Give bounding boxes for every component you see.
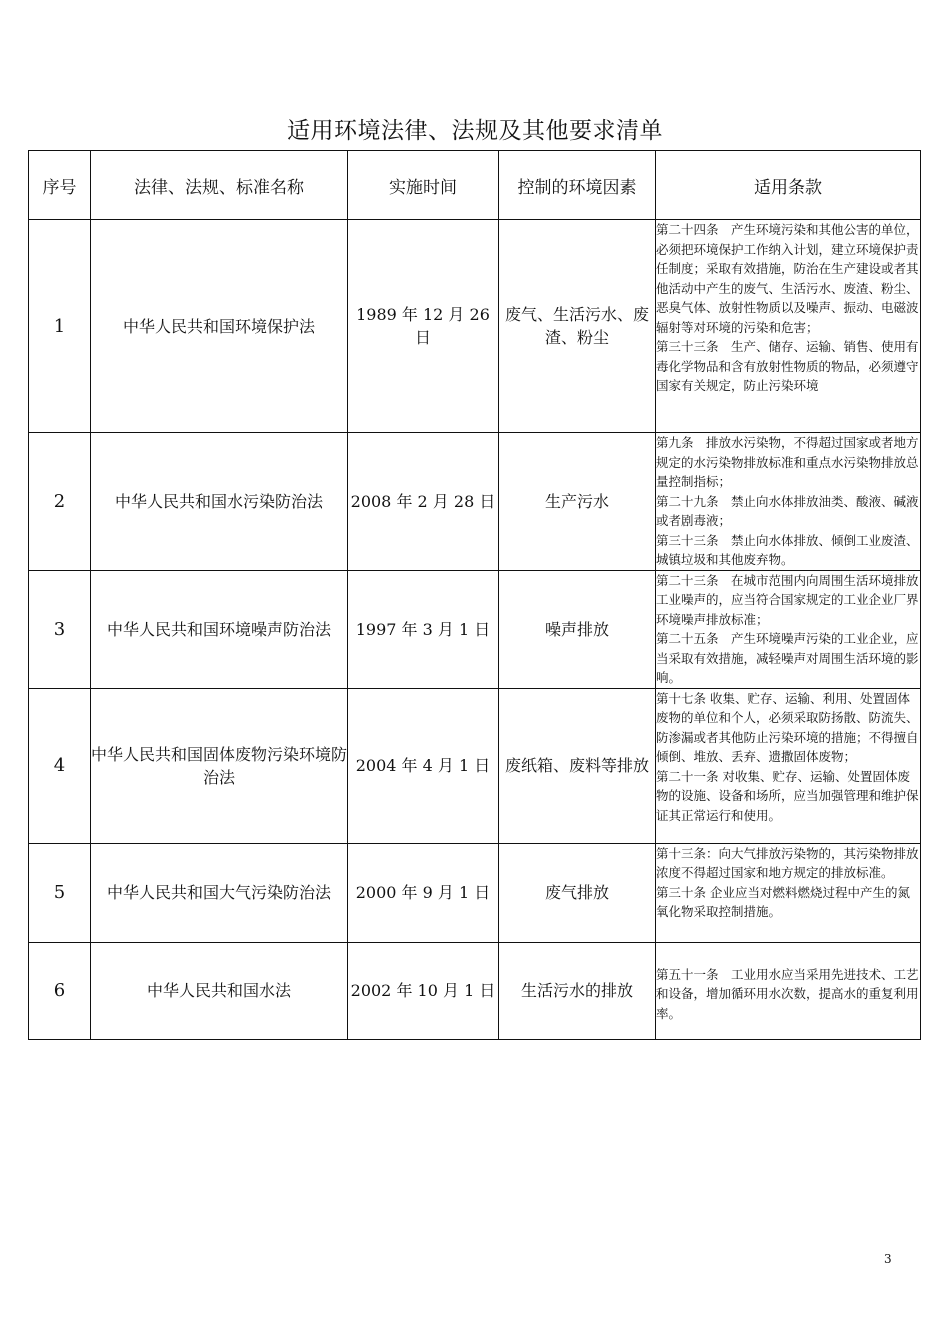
table-header-row xyxy=(29,151,921,220)
environmental-factor: 生产污水 xyxy=(499,433,656,571)
applicable-clauses xyxy=(656,843,921,942)
clause-text: 第二十三条 在城市范围内向周围生活环境排放工业噪声的，应当符合国家规定的工业企业厂界环境噪声排放标准； xyxy=(656,572,919,627)
clause-text: 第三十条 企业应当对燃料燃烧过程中产生的氮氧化物采取控制措施。 xyxy=(656,884,910,919)
table-row xyxy=(29,220,921,433)
clause-text: 第二十四条 产生环境污染和其他公害的单位，必须把环境保护工作纳入计划，建立环境保护责任制度；采取有效措施，防治在生产建设或者其他活动中产生的废气、生活污水、废渣、粉尘、恶臭气体、放射性物质以及噪声、振动、电磁波辐射等对环境的污染和危害； xyxy=(656,222,919,335)
environmental-factor: 废气、生活污水、废渣、粉尘 xyxy=(499,220,656,433)
clause-text: 第三十三条 禁止向水体排放、倾倒工业废渣、城镇垃圾和其他废弃物。 xyxy=(656,532,919,567)
applicable-clauses xyxy=(656,220,921,433)
row-number: 6 xyxy=(29,942,91,1039)
applicable-clauses xyxy=(656,433,921,571)
table-row xyxy=(29,688,921,843)
clause-text: 第二十九条 禁止向水体排放油类、酸液、碱液或者剧毒液； xyxy=(656,493,919,528)
table-row xyxy=(29,433,921,571)
header-environmental-factor: 控制的环境因素 xyxy=(499,151,656,220)
row-number: 1 xyxy=(29,220,91,433)
law-name: 中华人民共和国水污染防治法 xyxy=(91,433,348,571)
environmental-factor: 生活污水的排放 xyxy=(499,942,656,1039)
clause-text: 第九条 排放水污染物，不得超过国家或者地方规定的水污染物排放标准和重点水污染物排放总量控制指标； xyxy=(656,435,919,489)
law-name: 中华人民共和国大气污染防治法 xyxy=(91,843,348,942)
row-number: 2 xyxy=(29,433,91,571)
clause-text: 第十三条：向大气排放污染物的，其污染物排放浓度不得超过国家和地方规定的排放标准。 xyxy=(656,845,919,880)
effective-date: 1989 年 12 月 26 日 xyxy=(348,220,499,433)
clause-text: 第二十五条 产生环境噪声污染的工业企业，应当采取有效措施，减轻噪声对周围生活环境的影响。 xyxy=(656,631,919,685)
environmental-factor: 废纸箱、废料等排放 xyxy=(499,688,656,843)
applicable-clauses xyxy=(656,942,921,1039)
effective-date: 1997 年 3 月 1 日 xyxy=(348,570,499,688)
clause-text: 第三十三条 生产、储存、运输、销售、使用有毒化学物品和含有放射性物质的物品，必须遵守国家有关规定，防止污染环境 xyxy=(656,339,919,393)
law-name: 中华人民共和国环境噪声防治法 xyxy=(91,570,348,688)
law-name: 中华人民共和国固体废物污染环境防治法 xyxy=(91,688,348,843)
effective-date: 2000 年 9 月 1 日 xyxy=(348,843,499,942)
applicable-clauses xyxy=(656,570,921,688)
page-number: 3 xyxy=(884,1252,892,1266)
table-row xyxy=(29,843,921,942)
environmental-factor: 废气排放 xyxy=(499,843,656,942)
effective-date: 2002 年 10 月 1 日 xyxy=(348,942,499,1039)
table-row xyxy=(29,570,921,688)
header-applicable-clauses: 适用条款 xyxy=(656,151,921,220)
effective-date: 2004 年 4 月 1 日 xyxy=(348,688,499,843)
environmental-factor: 噪声排放 xyxy=(499,570,656,688)
document-title: 适用环境法律、法规及其他要求清单 xyxy=(287,118,663,144)
header-serial-number: 序号 xyxy=(29,151,91,220)
regulations-table xyxy=(28,150,921,1040)
applicable-clauses xyxy=(656,688,921,843)
law-name: 中华人民共和国水法 xyxy=(91,942,348,1039)
row-number: 3 xyxy=(29,570,91,688)
clause-text: 第二十一条 对收集、贮存、运输、处置固体废物的设施、设备和场所，应当加强管理和维护保证其正常运行和使用。 xyxy=(656,768,919,823)
law-name: 中华人民共和国环境保护法 xyxy=(91,220,348,433)
table-row xyxy=(29,942,921,1039)
header-effective-date: 实施时间 xyxy=(348,151,499,220)
header-law-name: 法律、法规、标准名称 xyxy=(91,151,348,220)
clause-text: 第十七条 收集、贮存、运输、利用、处置固体废物的单位和个人，必须采取防扬散、防流失、防渗漏或者其他防止污染环境的措施；不得擅自倾倒、堆放、丢弃、遗撒固体废物； xyxy=(656,690,919,764)
row-number: 5 xyxy=(29,843,91,942)
effective-date: 2008 年 2 月 28 日 xyxy=(348,433,499,571)
row-number: 4 xyxy=(29,688,91,843)
clause-text: 第五十一条 工业用水应当采用先进技术、工艺和设备，增加循环用水次数，提高水的重复利用率。 xyxy=(656,966,919,1021)
